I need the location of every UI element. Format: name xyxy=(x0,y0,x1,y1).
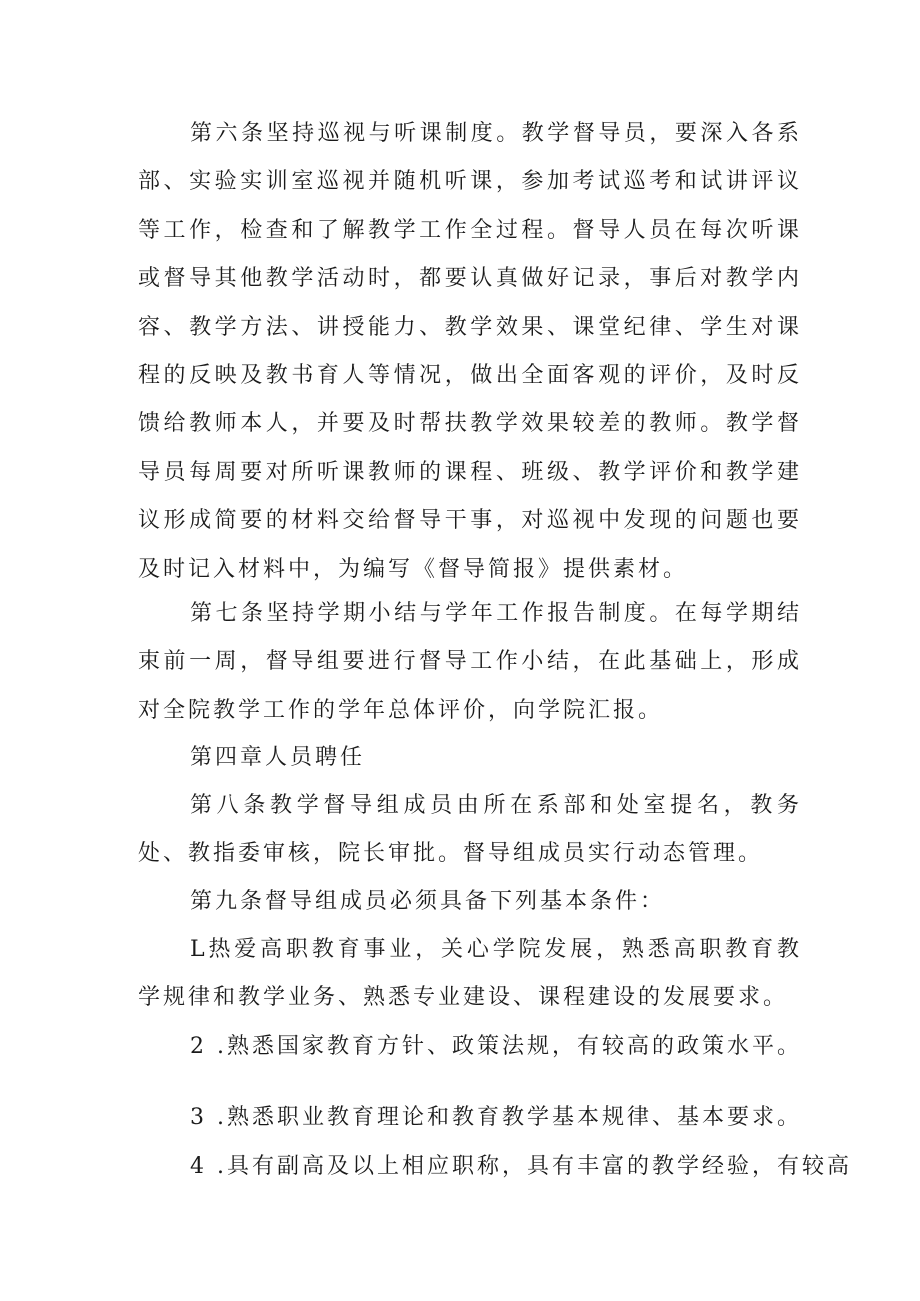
paragraph-article-6: 第六条坚持巡视与听课制度。教学督导员，要深入各系部、实验实训室巡视并随机听课，参加考试巡考和试讲评议等工作，检查和了解教学工作全过程。督导人员在每次听课或督导其他教学活动时，都要认真做好记录，事后对教学内容、教学方法、讲授能力、教学效果、课堂纪律、学生对课程的反映及教书育人等情况，做出全面客观的评价，及时反馈给教师本人，并要及时帮扶教学效果较差的教师。教学督导员每周要对所听课教师的课程、班级、教学评价和教学建议形成简要的材料交给督导干事，对巡视中发现的问题也要及时记入材料中，为编写《督导简报》提供素材。 xyxy=(138,121,802,582)
list-item-1: L热爱高职教育事业，关心学院发展，熟悉高职教育教学规律和教学业务、熟悉专业建设、课程建设的发展要求。 xyxy=(138,937,802,1011)
list-item-2: 2 .熟悉国家教育方针、政策法规，有较高的政策水平。 xyxy=(190,1034,802,1059)
list-item-4: 4 .具有副高及以上相应职称，具有丰富的教学经验，有较高 xyxy=(190,1154,852,1179)
paragraph-article-9: 第九条督导组成员必须具备下列基本条件： xyxy=(190,889,666,914)
chapter-heading-4: 第四章人员聘任 xyxy=(190,745,366,770)
paragraph-article-7: 第七条坚持学期小结与学年工作报告制度。在每学期结束前一周，督导组要进行督导工作小结，在此基础上，形成对全院教学工作的学年总体评价，向学院汇报。 xyxy=(138,601,802,723)
list-item-3: 3 .熟悉职业教育理论和教育教学基本规律、基本要求。 xyxy=(190,1105,802,1130)
paragraph-article-8: 第八条教学督导组成员由所在系部和处室提名，教务处、教指委审核，院长审批。督导组成员实行动态管理。 xyxy=(138,793,802,867)
